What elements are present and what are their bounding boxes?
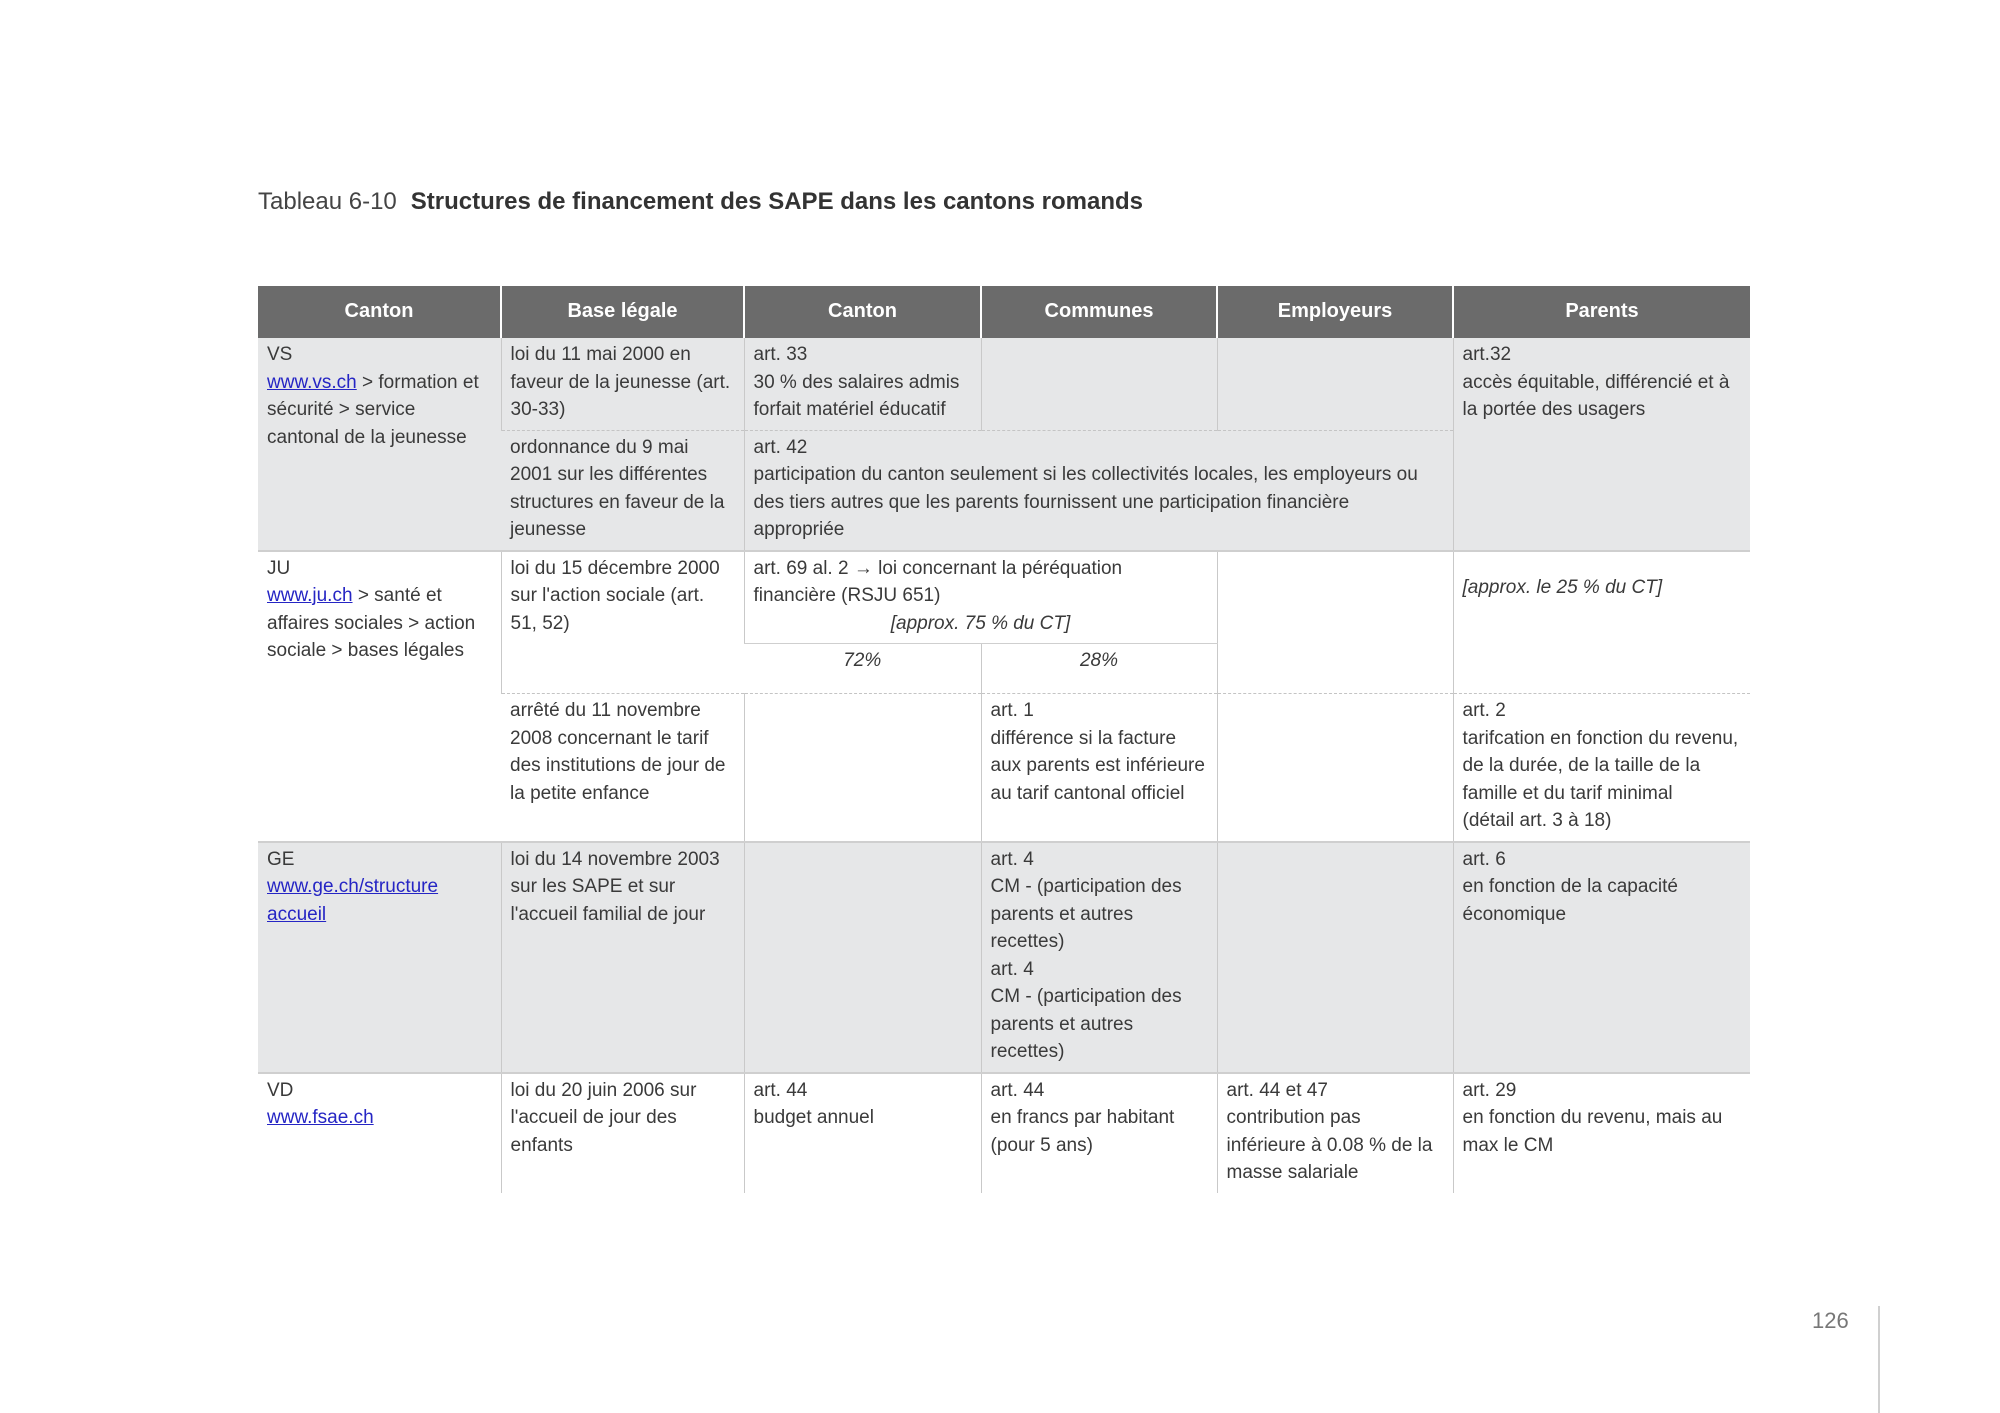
cell-text: budget annuel xyxy=(753,1107,874,1128)
canton-code: VD xyxy=(267,1079,294,1101)
table-header-row xyxy=(258,286,1750,338)
approx-note: [approx. le 25 % du CT] xyxy=(1462,576,1663,598)
communes-cell xyxy=(981,694,1217,842)
canton-code: VS xyxy=(267,344,293,365)
canton-link[interactable]: www.ju.ch xyxy=(267,585,353,606)
parents-cell xyxy=(1453,1073,1750,1193)
table-row-vd xyxy=(258,1073,1750,1193)
article-ref: art.32 xyxy=(1462,344,1512,365)
cell-text: CM - (participation des parents et autres recettes) xyxy=(990,876,1182,952)
base-legale-cell: ordonnance du 9 mai 2001 sur les différentes structures en faveur de la jeunesse xyxy=(501,430,744,551)
employeurs-cell xyxy=(1217,842,1453,1073)
table-row-vs-1 xyxy=(258,338,1750,430)
article-ref: art. 44 xyxy=(753,1079,808,1101)
parents-cell xyxy=(1453,338,1750,551)
canton-link[interactable]: www.vs.ch xyxy=(267,371,357,393)
header-base-legale: Base légale xyxy=(501,286,744,338)
article-ref: art. 6 xyxy=(1462,848,1506,870)
header-employeurs: Employeurs xyxy=(1217,286,1453,338)
cell-detail: (détail art. 3 à 18) xyxy=(1462,810,1612,831)
page-number: 126 xyxy=(1812,1308,1849,1333)
cell-text: accès équitable, différencié et à la portée des usagers xyxy=(1462,371,1730,420)
article-ref: art. 44 et 47 xyxy=(1226,1079,1328,1101)
parents-cell xyxy=(1453,694,1750,842)
canton-path: > santé et affaires sociales > action sociale > bases légales xyxy=(267,585,476,661)
employeurs-cell xyxy=(1217,1073,1453,1193)
base-legale-cell: arrêté du 11 novembre 2008 concernant le tarif des institutions de jour de la petite enfance xyxy=(510,700,726,804)
caption-title: Structures de financement des SAPE dans les cantons romands xyxy=(410,188,1143,215)
cell-text: en fonction du revenu, mais au max le CM xyxy=(1462,1107,1723,1156)
parents-cell xyxy=(1453,842,1750,1073)
article-ref: art. 42 xyxy=(753,436,808,458)
cell-text: tarifcation en fonction du revenu, de la durée, de la taille de la famille et du tarif minimal xyxy=(1462,727,1739,804)
cell-text: CM - (participation des parents et autres recettes) xyxy=(990,986,1182,1062)
article-ref: art. 44 xyxy=(990,1079,1045,1101)
canton-cell-vs xyxy=(258,338,501,551)
article-ref: art. 4 xyxy=(990,848,1034,870)
canton-link[interactable]: www.ge.ch/structure accueil xyxy=(267,876,439,925)
header-communes: Communes xyxy=(981,286,1217,338)
table-caption xyxy=(258,188,1143,216)
cell-text: en francs par habitant (pour 5 ans) xyxy=(990,1107,1175,1156)
canton-link[interactable]: www.fsae.ch xyxy=(267,1107,374,1128)
table-row-ge xyxy=(258,842,1750,1073)
page-margin-rule xyxy=(1878,1306,1880,1413)
article-ref: art. 1 xyxy=(990,700,1034,721)
caption-label: Tableau 6-10 xyxy=(258,188,397,215)
canton-cell-vd xyxy=(258,1073,501,1193)
approx-note: [approx. 75 % du CT] xyxy=(890,612,1071,634)
base-legale-cell: loi du 15 décembre 2000 sur l'action sociale (art. 51, 52) xyxy=(501,551,744,694)
percentage-communes: 28% xyxy=(981,644,1217,694)
canton-funding-cell xyxy=(744,694,981,842)
financing-table xyxy=(258,286,1750,1193)
percentage-canton: 72% xyxy=(744,644,981,694)
canton-funding-cell xyxy=(744,842,981,1073)
cell-text: différence si la facture aux parents est inférieure au tarif cantonal officiel xyxy=(990,727,1205,804)
canton-cell-ju xyxy=(258,551,501,842)
employeurs-cell xyxy=(1217,694,1453,842)
cell-text: art. 69 al. 2 → loi concernant la péréquation financière (RSJU 651) xyxy=(753,557,1123,606)
article-ref: art. 2 xyxy=(1462,700,1506,721)
canton-code: JU xyxy=(267,557,291,579)
cell-text: en fonction de la capacité économique xyxy=(1462,876,1678,925)
communes-cell xyxy=(981,1073,1217,1193)
article-ref: art. 4 xyxy=(990,958,1034,980)
canton-code: GE xyxy=(267,848,295,870)
article-ref: art. 33 xyxy=(753,344,808,365)
cell-text: participation du canton seulement si les collectivités locales, les employeurs ou des tiers autres que les parents fournissent une participation financière appropriée xyxy=(753,464,1418,540)
cell-text: contribution pas inférieure à 0.08 % de la masse salariale xyxy=(1226,1107,1433,1183)
header-canton: Canton xyxy=(258,286,501,338)
communes-cell xyxy=(981,842,1217,1073)
cell-text: 30 % des salaires admis forfait matériel éducatif xyxy=(753,371,960,420)
canton-funding-cell xyxy=(744,1073,981,1193)
employeurs-cell xyxy=(1217,551,1453,694)
article-ref: art. 29 xyxy=(1462,1079,1517,1101)
employeurs-cell xyxy=(1217,338,1453,430)
canton-path: > formation et sécurité > service cantonal de la jeunesse xyxy=(267,371,479,448)
communes-cell xyxy=(981,338,1217,430)
canton-funding-cell xyxy=(744,430,1453,551)
canton-funding-cell xyxy=(744,338,981,430)
table-row-ju-1 xyxy=(258,551,1750,644)
canton-funding-cell xyxy=(744,551,1217,644)
base-legale-cell: loi du 14 novembre 2003 sur les SAPE et sur l'accueil familial de jour xyxy=(501,842,744,1073)
parents-cell xyxy=(1453,551,1750,694)
header-canton-funding: Canton xyxy=(744,286,981,338)
base-legale-cell: loi du 11 mai 2000 en faveur de la jeunesse (art. 30-33) xyxy=(501,338,744,430)
header-parents: Parents xyxy=(1453,286,1750,338)
canton-cell-ge xyxy=(258,842,501,1073)
base-legale-cell: loi du 20 juin 2006 sur l'accueil de jour des enfants xyxy=(501,1073,744,1193)
